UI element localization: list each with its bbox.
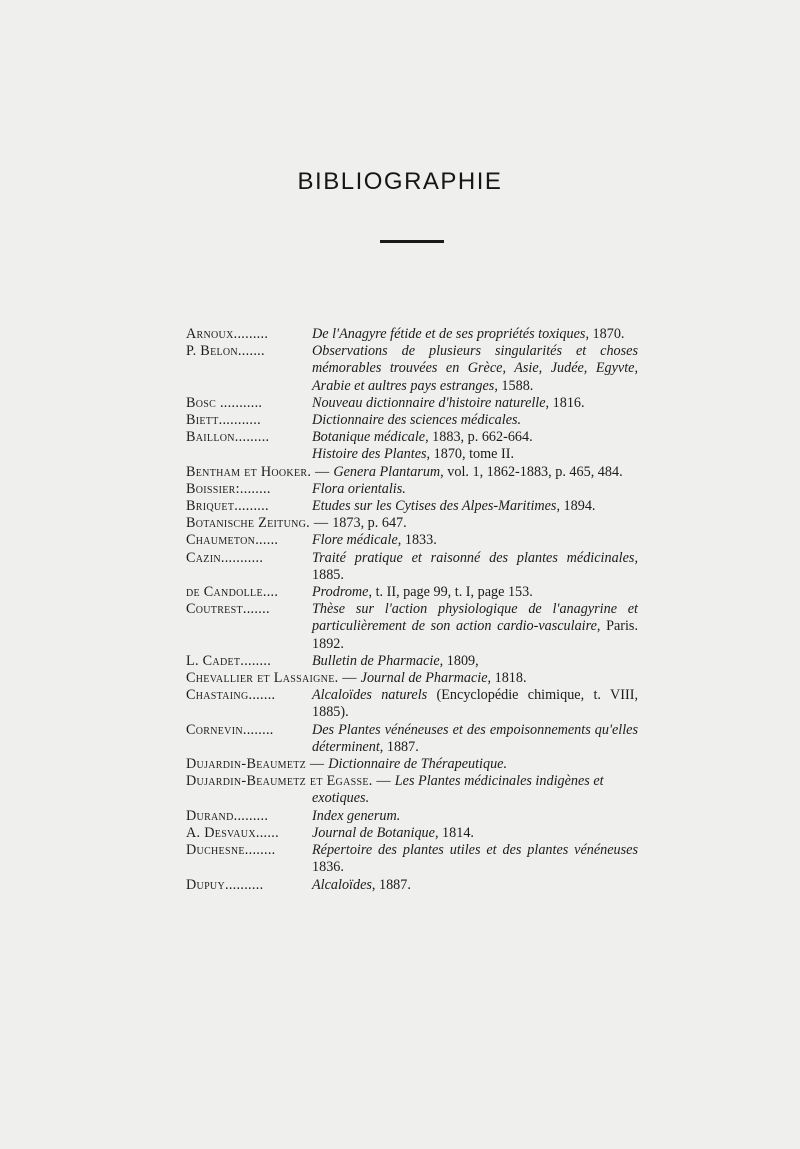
bib-entry — [186, 412, 638, 429]
bib-entry — [186, 481, 638, 498]
bib-entry — [186, 395, 638, 412]
bib-author: L. Cadet........ — [186, 652, 272, 669]
bib-details: , 1816. — [545, 394, 585, 411]
bib-reference — [312, 877, 638, 894]
bib-author: Biett........... — [186, 412, 261, 429]
bib-details: , 1887. — [379, 738, 419, 755]
bib-entry — [186, 550, 638, 584]
page-title: BIBLIOGRAPHIE — [297, 168, 503, 195]
bib-title: Genera Plantarum — [333, 463, 441, 480]
bib-reference — [312, 550, 638, 584]
bib-reference — [312, 584, 638, 601]
bib-author: Arnoux......... — [186, 326, 269, 342]
bib-details: (Encyclopédie chimique, t. VIII, 1885). — [312, 687, 638, 721]
bib-author: Chastaing....... — [186, 687, 276, 704]
bib-reference — [332, 515, 406, 531]
bib-author: Dujardin-Beaumetz — — [186, 756, 329, 773]
bib-details: , 1883, p. 662-664. — [425, 429, 533, 446]
bib-author: Dupuy.......... — [186, 876, 264, 893]
bib-entry — [186, 515, 638, 532]
bib-reference — [361, 670, 527, 686]
bib-details: , 1818. — [487, 670, 527, 687]
bib-details: 1873, p. 647. — [332, 515, 407, 532]
bib-title: Alcaloïdes — [312, 876, 372, 893]
bib-title: Dictionnaire de Thérapeutique. — [328, 756, 508, 773]
bib-details: , 1887. — [371, 876, 411, 893]
bib-author: Chaumeton...... — [186, 532, 279, 549]
bib-author: A. Desvaux...... — [186, 824, 279, 841]
bib-reference — [333, 464, 622, 480]
bib-details: , t. II, page 99, t. I, page 153. — [368, 584, 533, 601]
bib-reference — [312, 343, 638, 395]
bib-entry — [186, 877, 638, 894]
bib-entry — [186, 532, 638, 549]
bib-title: Flora orientalis. — [312, 480, 406, 497]
bibliography-list — [186, 326, 638, 894]
bib-author: Coutrest....... — [186, 601, 270, 618]
bib-title: Histoire des Plantes — [312, 446, 427, 463]
bib-title: Répertoire des plantes utiles et des plantes vénéneuses — [312, 842, 638, 859]
bib-entry — [186, 842, 638, 876]
bib-entry — [186, 756, 638, 773]
bib-reference — [312, 722, 638, 756]
bib-reference — [312, 429, 638, 446]
bib-author: Bentham et Hooker. — — [186, 463, 334, 480]
bib-details: , 1870, tome II. — [426, 446, 515, 463]
bib-reference — [312, 446, 638, 463]
bib-reference — [312, 687, 638, 721]
bib-author: Bosc ........... — [186, 394, 263, 411]
title-rule — [380, 240, 444, 243]
bib-title: Les Plantes médicinales indigènes et exotiques. — [312, 773, 604, 807]
bib-entry — [186, 670, 638, 687]
bib-author: de Candolle.... — [186, 584, 279, 601]
bib-entry — [186, 722, 638, 756]
bib-reference — [312, 481, 638, 498]
bib-title: Journal de Botanique — [312, 824, 435, 841]
bib-title: Bulletin de Pharmacie — [312, 652, 440, 669]
bib-title: Nouveau dictionnaire d'histoire naturelle — [312, 394, 546, 411]
bib-entry — [186, 601, 638, 653]
bib-entry — [186, 464, 638, 481]
bib-reference — [312, 326, 638, 343]
bib-entry — [186, 653, 638, 670]
bib-title: Des Plantes vénéneuses et des empoisonnements qu'elles déterminent — [312, 721, 638, 755]
bib-entry — [186, 773, 638, 807]
bib-details: , 1833. — [397, 532, 437, 549]
bib-entry — [186, 343, 638, 395]
bib-details: , 1885. — [312, 549, 638, 583]
bib-title: Thèse sur l'action physiologique de l'anagyrine et particulièrement de son action cardio-vasculaire — [312, 601, 638, 635]
bib-reference — [312, 653, 638, 670]
bib-entry — [186, 498, 638, 515]
bib-entry — [186, 429, 638, 446]
bib-details: 1836. — [312, 859, 344, 876]
bib-details: , 1870. — [585, 326, 625, 342]
bib-title: Journal de Pharmacie — [360, 670, 488, 687]
bib-reference — [312, 532, 638, 549]
bib-title: Botanique médicale — [312, 429, 426, 446]
bib-entry — [186, 808, 638, 825]
bib-reference — [312, 601, 638, 653]
bib-reference — [328, 756, 507, 772]
bib-entry — [186, 825, 638, 842]
bib-author: Dujardin-Beaumetz et Egasse. — — [186, 773, 395, 790]
bib-title: Traité pratique et raisonné des plantes médicinales — [312, 549, 635, 566]
bib-author: Cazin........... — [186, 549, 264, 566]
bib-author: Baillon......... — [186, 429, 270, 446]
bib-author: Briquet......... — [186, 498, 269, 515]
bib-title: Flore médicale — [312, 532, 398, 549]
bib-details: , Paris. 1892. — [312, 618, 638, 652]
bib-reference — [312, 808, 638, 825]
bib-entry — [186, 446, 638, 463]
bib-entry — [186, 687, 638, 721]
bib-reference — [312, 842, 638, 876]
bib-reference — [312, 825, 638, 842]
bib-details: , 1894. — [556, 498, 596, 515]
bib-details: , vol. 1, 1862-1883, p. 465, 484. — [440, 463, 623, 480]
bib-author: Chevallier et Lassaigne. — — [186, 670, 361, 687]
bib-reference — [312, 412, 638, 429]
bib-reference — [312, 498, 638, 515]
bib-author: Duchesne........ — [186, 842, 276, 859]
bib-entry — [186, 326, 638, 343]
bib-details: , 1814. — [434, 824, 474, 841]
bib-author: Cornevin........ — [186, 721, 274, 738]
bib-title: Index generum. — [312, 807, 401, 824]
bib-details: , 1809, — [439, 652, 479, 669]
bib-title: Dictionnaire des sciences médicales. — [312, 412, 522, 429]
bib-title: De l'Anagyre fétide et de ses propriétés toxiques — [312, 326, 586, 342]
bib-author: Durand......... — [186, 807, 269, 824]
bib-author: Botanische Zeitung. — — [186, 515, 333, 532]
bib-title: Observations de plusieurs singularités et choses mémorables trouvées en Grèce, Asie, Judée, Egyvte, Arabie et aultres pays estranges — [312, 343, 638, 394]
bib-details: , 1588. — [494, 377, 534, 394]
bib-entry — [186, 584, 638, 601]
bib-title: Prodrome — [312, 584, 369, 601]
bib-author: Boissier:........ — [186, 480, 271, 497]
bib-title: Etudes sur les Cytises des Alpes-Maritimes — [312, 498, 557, 515]
bib-author: P. Belon....... — [186, 343, 265, 360]
bib-reference — [312, 395, 638, 412]
bib-title: Alcaloïdes naturels — [312, 687, 428, 704]
